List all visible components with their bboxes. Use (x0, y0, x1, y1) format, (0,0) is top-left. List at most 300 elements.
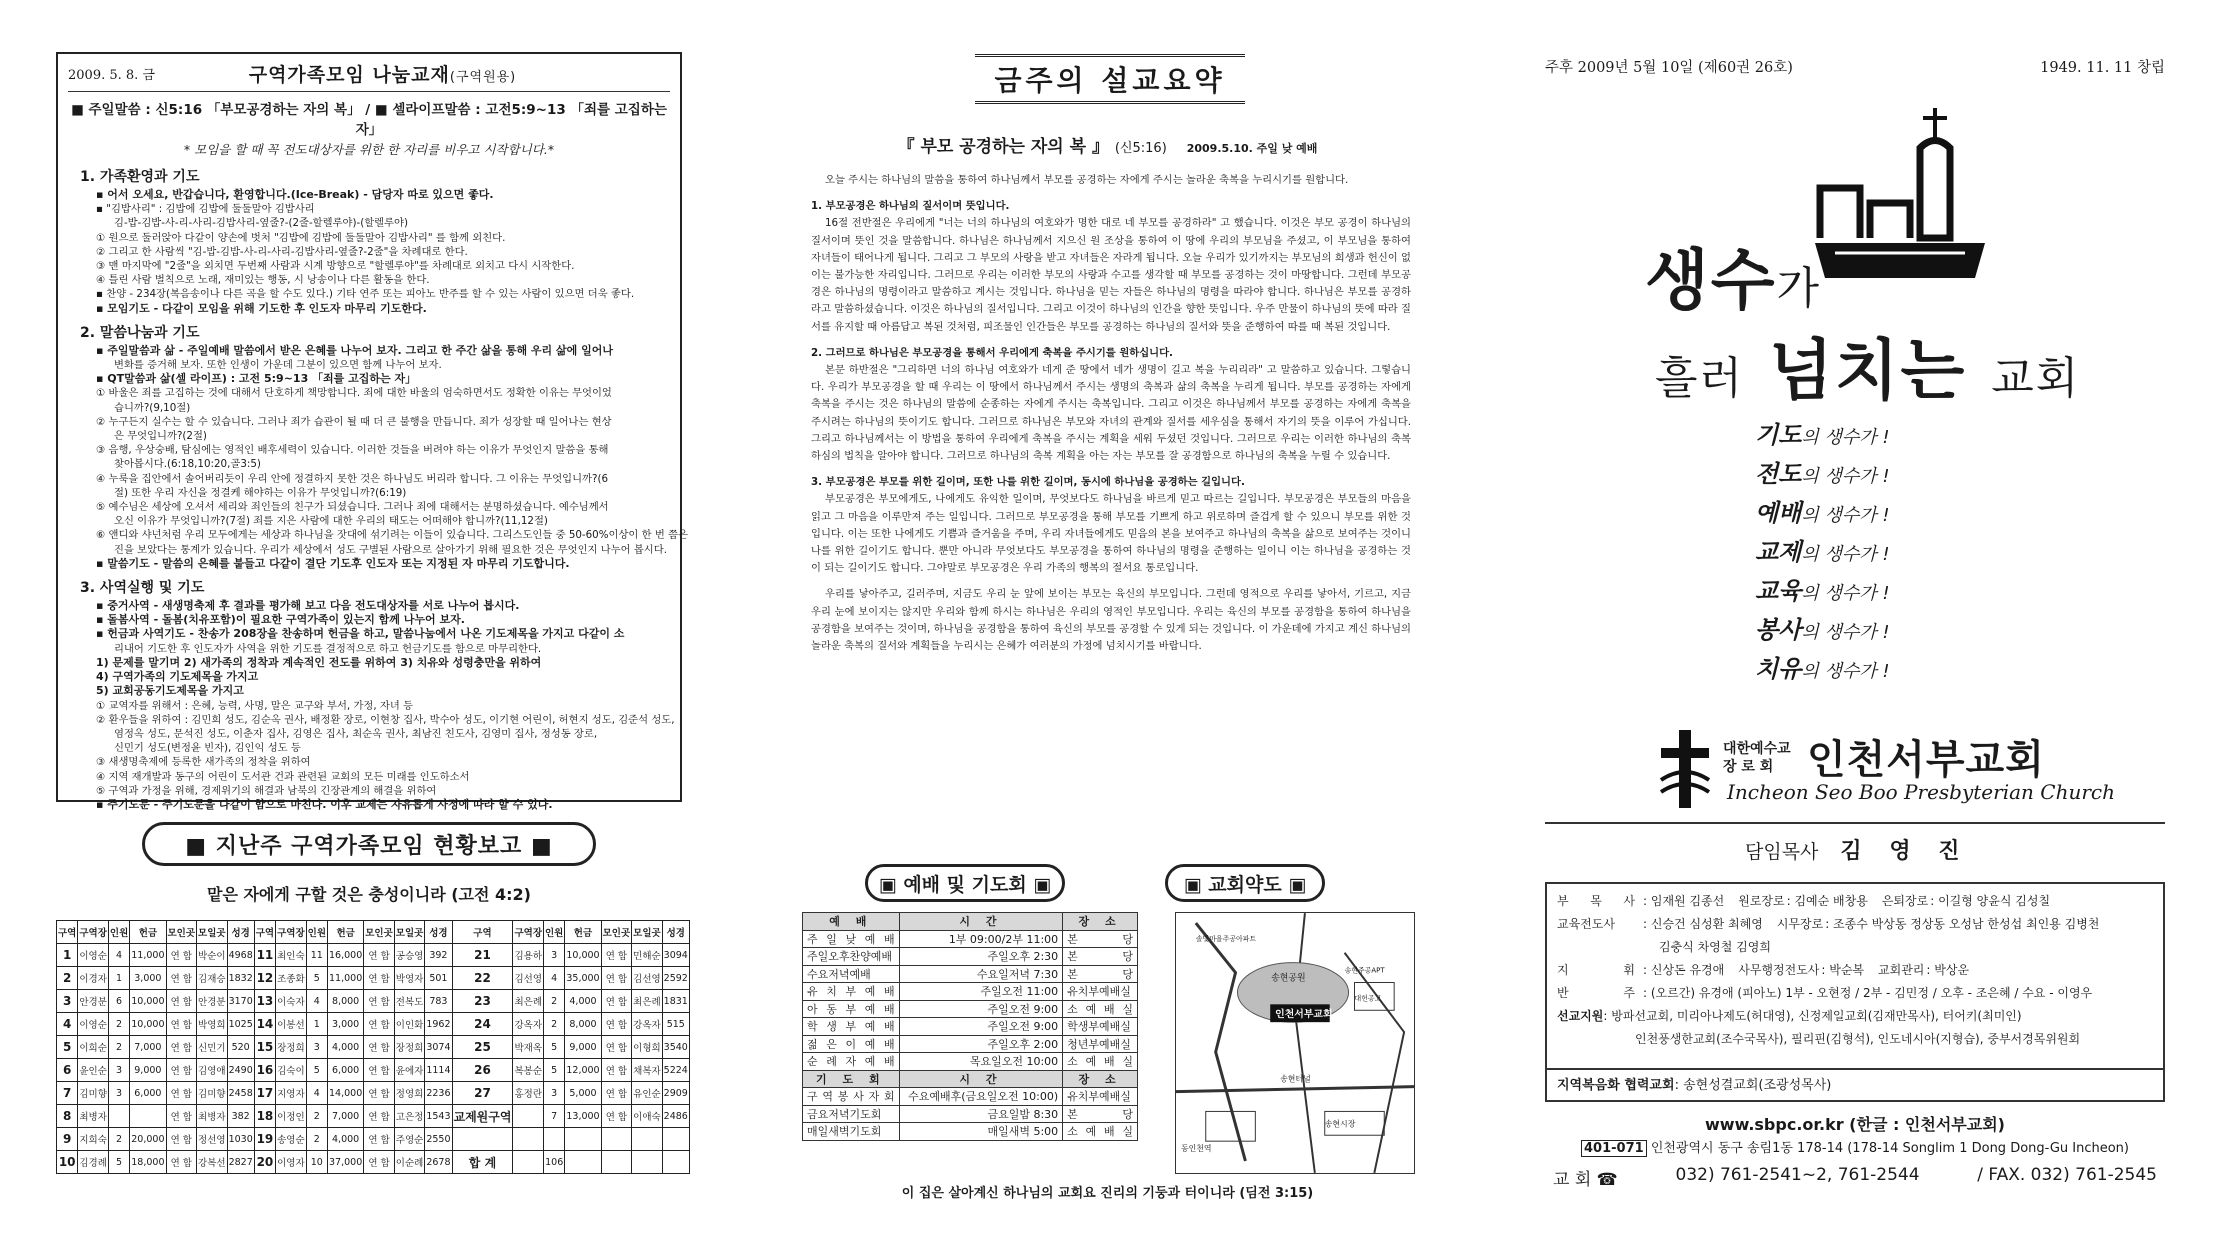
report-cell: 7,000 (130, 1036, 166, 1059)
slogan1-small: 가 (1776, 263, 1822, 314)
study-guide-box (56, 52, 688, 811)
worship-cell: 학 생 부 예 배 (803, 1018, 900, 1036)
report-cell: 24 (452, 1013, 513, 1036)
report-cell: 민해순 (632, 944, 663, 967)
report-cell: 김용하 (513, 944, 544, 967)
senior-pastor (1745, 834, 1970, 865)
worship-cell: 유치부예배실 (1063, 983, 1138, 1001)
study-line: ▪ 중거사역 - 새생명축제 후 결과를 평가해 보고 다음 전도대상자를 서로 나누어 봅시다. (96, 599, 520, 613)
report-cell: 윤인순 (78, 1059, 109, 1082)
report-cell (513, 1128, 544, 1151)
footer-verse: 이 집은 살아계신 하나님의 교회요 진리의 기둥과 터이니라 (딤전 3:15) (901, 1186, 1314, 1201)
report-cell: 8,000 (328, 990, 364, 1013)
report-cell: 520 (227, 1036, 254, 1059)
report-cell: 최병자 (78, 1105, 109, 1128)
report-cell: 장정희 (394, 1036, 425, 1059)
staff-names: : 조종수 박상동 정상동 오성남 한성섭 최인용 김병천 (1825, 917, 2100, 931)
report-cell: 2592 (662, 967, 689, 990)
report-cell: 송영순 (276, 1128, 307, 1151)
table-row (57, 967, 690, 990)
staff-role: 교육전도사 (1557, 917, 1615, 931)
worship-cell: 아 동 부 예 배 (803, 1000, 900, 1018)
table-row (57, 1151, 690, 1174)
table-row (57, 1013, 690, 1036)
report-cell: 8,000 (565, 1013, 601, 1036)
report-cell: 16 (254, 1059, 275, 1082)
table-row (803, 1053, 1138, 1071)
report-cell (565, 1128, 601, 1151)
staff-box (1545, 882, 2165, 1070)
report-cell: 11,000 (328, 967, 364, 990)
report-cell: 783 (425, 990, 452, 1013)
report-cell: 유인순 (632, 1082, 663, 1105)
slogan-item-key: 교제 (1755, 538, 1802, 566)
worship-cell: 학생부예배실 (1063, 1018, 1138, 1036)
report-cell: 연 합 (364, 990, 395, 1013)
staff-names: : 박상운 (1926, 963, 1970, 977)
worship-header-cell: 시 간 (899, 1070, 1063, 1088)
mission-label: 선교지원 (1557, 1009, 1604, 1023)
report-cell: 3 (57, 990, 78, 1013)
report-cell: 합 계 (452, 1151, 513, 1174)
report-cell: 연 합 (166, 1151, 197, 1174)
report-header-cell: 모일곳 (632, 921, 663, 944)
report-cell: 1 (306, 1013, 327, 1036)
report-cell: 연 합 (166, 990, 197, 1013)
report-cell: 연 합 (364, 967, 395, 990)
report-cell: 515 (662, 1013, 689, 1036)
worship-cell: 금요저녁기도회 (803, 1105, 900, 1123)
table-row (803, 1018, 1138, 1036)
table-row (57, 944, 690, 967)
worship-header-cell: 장 소 (1063, 913, 1138, 931)
sermon-paragraph: 부모공경은 부모에게도, 나에게도 유익한 일이며, 무엇보다도 하나님을 바르게 믿고 따르는 길입니다. 부모공경은 부모들의 마음을 읽고 그 마음을 이루만져 주는 일입니다. 그러므로 부모공경을 통해 부모를 기쁘게 하고 위로하며 즐겁게 할 수 있으니 부모를 위한 것입니다. 이는 또한 나에게도 기쁨과 즐거움을 주며, 우리 자녀들에게도 믿음의 본을 보여주고 하나님의 축복을 삶으로 보여주는 것이니 나를 위한 길이기도 합니다. 뿐만 아니라 무엇보다도 부모공경을 통하여 하나님의 명령을 준행하는 일이니 이는 하나님을 공경하는 것이 되는 길이기도 합니다. 그야말로 부모공경은 우리 가족의 행복의 절서요 통로입니다. (811, 493, 1411, 575)
staff-row (1557, 936, 2153, 959)
report-header-cell: 구역장 (513, 921, 544, 944)
worship-cell: 주일오후 2:30 (899, 948, 1063, 966)
report-cell: 연 합 (364, 1151, 395, 1174)
report-cell: 이영자 (276, 1151, 307, 1174)
denomination-line2: 장 로 회 (1723, 759, 1774, 775)
report-header-cell: 구역장 (78, 921, 109, 944)
slogan-line-1 (1645, 227, 1821, 322)
table-row (57, 1128, 690, 1151)
study-line: 리내어 기도한 후 인도자가 사역을 위한 기도를 결정적으로 하고 헌금기도를 함으로 마무리한다. (114, 642, 542, 655)
slogan-item (1755, 456, 1890, 495)
report-cell (662, 1151, 689, 1174)
report-cell (601, 1151, 632, 1174)
report-cell: 2236 (425, 1082, 452, 1105)
report-cell: 10,000 (565, 944, 601, 967)
report-cell: 6 (57, 1059, 78, 1082)
report-cell: 연 합 (166, 1105, 197, 1128)
report-cell: 20,000 (130, 1128, 166, 1151)
sermon-banner: 금주의 설교요약 (975, 54, 1245, 104)
report-cell: 이순례 (394, 1151, 425, 1174)
worship-cell: 소 예 배 실 (1063, 1053, 1138, 1071)
worship-cell: 주일오전 11:00 (899, 983, 1063, 1001)
report-cell: 박영자 (394, 967, 425, 990)
report-header-cell: 구역 (57, 921, 78, 944)
report-cell: 22 (452, 967, 513, 990)
worship-cell: 순 례 자 예 배 (803, 1053, 900, 1071)
report-cell: 10 (57, 1151, 78, 1174)
study-line: ⑤ 예수님은 세상에 오셔서 세리와 죄인들의 친구가 되셨습니다. 그러나 죄에 대해서는 분명하셨습니다. 예수님께서 (96, 501, 609, 514)
staff-role: 지 휘 (1557, 963, 1635, 977)
report-cell: 안경분 (197, 990, 228, 1013)
report-cell: 37,000 (328, 1151, 364, 1174)
worship-cell: 수요일저녁 7:30 (899, 965, 1063, 983)
study-section-heading: 2. 말씀나눔과 기도 (80, 324, 200, 341)
report-cell: 10,000 (130, 990, 166, 1013)
table-row (57, 1082, 690, 1105)
study-line: ▪ 찬양 - 234장(복음송이나 다른 곡을 할 수도 있다.) 기타 연주 또는 피아노 반주를 할 수 있는 사람이 있으면 더욱 좋다. (96, 288, 635, 301)
report-cell: 5,000 (565, 1082, 601, 1105)
study-sections (68, 166, 688, 812)
worship-cell: 본 당 (1063, 965, 1138, 983)
table-row (57, 1036, 690, 1059)
report-cell: 연 합 (601, 1013, 632, 1036)
map-market-label: 송현시장 (1324, 1119, 1356, 1129)
staff-row (1557, 982, 2153, 1005)
report-cell: 강옥자 (513, 1013, 544, 1036)
report-cell (513, 1151, 544, 1174)
report-header-row (57, 921, 690, 944)
report-cell: 연 합 (364, 1036, 395, 1059)
slogan2-a: 흘러 (1655, 353, 1745, 404)
report-cell: 이희순 (78, 1036, 109, 1059)
report-cell: 2458 (227, 1082, 254, 1105)
report-cell: 연 합 (166, 967, 197, 990)
report-cell: 3074 (425, 1036, 452, 1059)
report-cell: 최은례 (513, 990, 544, 1013)
staff-role: 사무행정전도사 (1738, 963, 1820, 977)
report-cell: 6,000 (130, 1082, 166, 1105)
report-cell: 연 합 (166, 1128, 197, 1151)
report-cell: 4968 (227, 944, 254, 967)
report-cell: 2 (57, 967, 78, 990)
report-header-cell: 모인곳 (364, 921, 395, 944)
worship-cell: 본 당 (1063, 930, 1138, 948)
study-guide-header (68, 60, 670, 92)
report-cell: 35,000 (565, 967, 601, 990)
study-line: 진을 보았다는 통계가 있습니다. 우리가 세상에서 성도 구별된 사람으로 살아가기 위해 필요한 것은 무엇인지 나누어 봅시다. (114, 543, 667, 556)
church-name: 인천서부교회 (1807, 737, 2045, 783)
staff-role: 부 목 사 (1557, 894, 1635, 908)
report-cell: 5 (306, 967, 327, 990)
report-cell: 2827 (227, 1151, 254, 1174)
staff-names: : 임재원 김종선 (1643, 894, 1725, 908)
report-header-cell: 모일곳 (197, 921, 228, 944)
slogan2-big: 넘치는 (1769, 332, 1967, 409)
denomination (1723, 740, 1791, 776)
report-cell: 4 (306, 1082, 327, 1105)
denomination-line1: 대한예수교 (1723, 741, 1791, 757)
study-guide-title-text: 구역가족모임 나눔교재 (248, 64, 450, 86)
report-cell: 김영애 (197, 1059, 228, 1082)
worship-header-cell: 장 소 (1063, 1070, 1138, 1088)
church-map (1175, 912, 1415, 1174)
report-cell: 25 (452, 1036, 513, 1059)
report-cell: 1114 (425, 1059, 452, 1082)
report-cell: 연 합 (601, 1059, 632, 1082)
worship-cell: 주일오후찬양예배 (803, 948, 900, 966)
study-line: ▪ "김밥사리" : 김밥에 김밥에 둘둘말아 김밥사리 (96, 203, 315, 216)
report-cell: 2 (108, 1013, 129, 1036)
report-cell: 6 (108, 990, 129, 1013)
report-header-cell: 인원 (108, 921, 129, 944)
table-row (57, 1105, 690, 1128)
report-cell: 4,000 (328, 1036, 364, 1059)
report-cell: 23 (452, 990, 513, 1013)
report-cell: 19 (254, 1128, 275, 1151)
report-cell: 3 (108, 1082, 129, 1105)
mission-row (1557, 1005, 2153, 1028)
report-cell: 7 (544, 1105, 565, 1128)
report-cell: 11,000 (130, 944, 166, 967)
slogan1-big: 생수 (1645, 242, 1777, 319)
report-cell: 정선영 (197, 1128, 228, 1151)
report-cell: 4,000 (328, 1128, 364, 1151)
study-line: ⑤ 구역과 가정을 위해, 경제위기의 해결과 남북의 긴장관계의 해결을 위하여 (96, 784, 437, 797)
report-cell: 15 (254, 1036, 275, 1059)
staff-role: 시무장로 (1776, 917, 1824, 931)
report-cell: 5 (544, 1036, 565, 1059)
report-cell: 12,000 (565, 1059, 601, 1082)
report-cell: 3 (544, 1082, 565, 1105)
table-row (803, 1000, 1138, 1018)
table-row (803, 930, 1138, 948)
worship-cell: 주일오후 2:00 (899, 1035, 1063, 1053)
study-line: 신민기 성도(변정윤 빈자), 김인익 성도 등 (114, 742, 301, 755)
study-line: ④ 지역 재개발과 동구의 어린이 도서관 건과 관련된 교회의 모든 미래를 인도하소서 (96, 770, 470, 783)
report-cell: 조종화 (276, 967, 307, 990)
staff-names: : 신상돈 유경애 (1643, 963, 1725, 977)
report-cell: 장정희 (276, 1036, 307, 1059)
report-cell: 홍정란 (513, 1082, 544, 1105)
report-header-cell: 모인곳 (601, 921, 632, 944)
report-cell: 3540 (662, 1036, 689, 1059)
report-cell: 이경자 (78, 967, 109, 990)
staff-role: 교회관리 (1878, 963, 1925, 977)
sermon-point-heading: 2. 그러므로 하나님은 부모공경을 통해서 우리에게 축복을 주시기를 원하십니다. (811, 346, 1173, 359)
study-section-heading: 3. 사역실행 및 기도 (80, 580, 205, 597)
report-cell: 382 (227, 1105, 254, 1128)
study-line: ▪ 말씀기도 - 말씀의 은혜를 붙들고 다같이 결단 기도후 인도자 또는 지정된 자 마무리 기도합니다. (96, 556, 570, 570)
report-cell: 최병자 (197, 1105, 228, 1128)
report-cell: 최은례 (632, 990, 663, 1013)
slogan-item-rest: 의 생수가 ! (1801, 622, 1890, 643)
slogan-item (1755, 417, 1890, 456)
report-cell: 2 (108, 1128, 129, 1151)
report-cell: 윤에자 (394, 1059, 425, 1082)
staff-role: 은퇴장로 (1881, 894, 1929, 908)
report-cell (565, 1151, 601, 1174)
study-line: ① 원으로 둘러앉아 다같이 양손에 벗처 "김밥에 김밥에 둘둘말아 김밥사리" 를 함께 외친다. (96, 231, 506, 244)
staff-names: : (오르간) 유경애 (피아노) 1부 - 오현정 / 2부 - 김민정 / 오후 - 조은혜 / 수요 - 이영우 (1643, 986, 2093, 1000)
report-cell: 3170 (227, 990, 254, 1013)
slogan-list (1755, 417, 1890, 690)
zip-code: 401-071 (1581, 1140, 1647, 1157)
report-cell: 1831 (662, 990, 689, 1013)
report-cell: 392 (425, 944, 452, 967)
study-line: 오신 이유가 무엇입니까?(7절) 죄를 지은 사람에 대한 우리의 태도는 어떠해야 합니까?(11,12절) (114, 515, 548, 528)
staff-names: : 이길형 양윤식 김성칠 (1930, 894, 2051, 908)
report-header-cell: 모일곳 (394, 921, 425, 944)
table-row (803, 1088, 1138, 1106)
report-cell: 6,000 (328, 1059, 364, 1082)
worship-cell: 주 일 낮 예 배 (803, 930, 900, 948)
contact (1545, 1165, 2165, 1190)
report-cell (108, 1105, 129, 1128)
report-cell: 9,000 (130, 1059, 166, 1082)
study-line: 4) 구역가족의 기도제목을 가지고 (96, 670, 259, 684)
mission-text: : 방파선교회, 미리아나제도(허대영), 신정제일교회(김재만목사), 터어키(최미인) (1603, 1009, 2022, 1023)
worship-cell: 1부 09:00/2부 11:00 (899, 930, 1063, 948)
worship-cell: 본 당 (1063, 1105, 1138, 1123)
report-cell: 1025 (227, 1013, 254, 1036)
study-line: 김-밥-김밥-사-리-사리-김밥사리-옆줄?-(2줄-할렐루야)-(할렐루야) (114, 217, 409, 230)
report-header-cell: 인원 (544, 921, 565, 944)
report-cell: 김경례 (78, 1151, 109, 1174)
report-cell: 정영희 (394, 1082, 425, 1105)
report-cell: 1 (108, 967, 129, 990)
report-cell: 3 (306, 1036, 327, 1059)
report-cell: 안경분 (78, 990, 109, 1013)
sermon-point-heading: 3. 부모공경은 부모를 위한 길이며, 또한 나를 위한 길이며, 동시에 하나님을 공경하는 길입니다. (811, 476, 1245, 489)
staff-row (1557, 959, 2153, 982)
staff-names: : 박순복 (1821, 963, 1865, 977)
slogan-item (1755, 573, 1890, 612)
report-cell: 연 합 (166, 944, 197, 967)
slogan-item-rest: 의 생수가 ! (1801, 466, 1890, 487)
report-cell: 김미향 (197, 1082, 228, 1105)
report-header-cell: 성경 (227, 921, 254, 944)
staff-role (1557, 936, 1635, 959)
report-cell: 강복선 (197, 1151, 228, 1174)
sermon-paragraph: 본문 하반절은 "그리하면 너의 하나님 여호와가 네게 준 땅에서 네가 생명이 길고 복을 누리리라" 고 말씀하고 있습니다. 그렇습니다. 우리가 부모공경을 할 때 우리는 이 땅에서 하나님께서 주시는 생명의 축복과 삶의 축복을 누리게 됩니다. 부모를 공경하는 자에게 축복을 주시는 것은 하나님의 말씀에 순종하는 자에게 주시는 축복입니다. 그리고 이것은 하나님께서 부모를 공경하는 자에게 축복을 주시려는 하나님의 뜻이기도 합니다. 그러므로 하나님은 부모와 자녀의 관계와 질서를 세우심을 통해서 자기의 뜻을 이루어 가십니다. 그리고 하나님께서는 이 방법을 통하여 우리에게 축복을 주시는 계획을 세워 두셨던 것입니다. 그러므로 우리는 이러한 하나님의 축복하심의 법칙을 알아야 합니다. 그러므로 하나님의 축복 계획을 아는 자는 부모를 잘 공경함으로 하나님의 축복을 누릴 수 있습니다. (811, 364, 1411, 463)
issue-date: 주후 2009년 5월 10일 (제60권 26호) (1545, 60, 1793, 76)
worship-header-cell: 예 배 (803, 913, 900, 931)
table-row (803, 1035, 1138, 1053)
report-cell: 2550 (425, 1128, 452, 1151)
report-cell: 연 합 (166, 1059, 197, 1082)
study-guide-title-sub: (구역원용) (449, 70, 517, 85)
report-cell: 김선영 (632, 967, 663, 990)
worship-cell: 소 예 배 실 (1063, 1123, 1138, 1141)
study-line: 변화를 증거해 보자. 또한 인생이 가운데 그분이 있으면 함께 나누어 보자. (114, 359, 442, 372)
staff-row (1557, 890, 2153, 913)
report-cell (452, 1128, 513, 1151)
report-cell: 5 (57, 1036, 78, 1059)
worship-cell: 유치부예배실 (1063, 1088, 1138, 1106)
sermon-paragraph: 우리를 낳아주고, 길러주며, 지금도 우리 눈 앞에 보이는 부모는 육신의 부모입니다. 그런데 영적으로 우리를 낳아서, 기르고, 지금 우리 눈에 보이지는 않지만 우리와 함께 하시는 하나님은 우리의 영적인 부모입니다. 우리는 육신의 부모를 공경함을 통하여 하나님을 공경함을 보여주는 것이며, 하나님을 공경함을 통하여 육신의 부모를 공경할 수 있게 되는 것입니다. 이 가운데에 가지고 계신 하나님의 놀라운 축복의 질서와 계획들을 누리시는 은혜가 여러분의 가정에 넘치시기를 바랍니다. (811, 588, 1411, 653)
report-cell: 2490 (227, 1059, 254, 1082)
report-header-cell: 구역 (254, 921, 275, 944)
worship-cell: 구 역 봉 사 자 회 (803, 1088, 900, 1106)
worship-cell: 수요예배후(금요일오전 10:00) (899, 1088, 1063, 1106)
study-line: ③ 맨 마지막에 "2줄"을 외치면 두번째 사람과 시계 방향으로 "할렐루야"를 차례대로 외치고 다시 시작한다. (96, 260, 575, 273)
study-line: ⑥ 앤디와 샤넌처럼 우리 모두에게는 세상과 하나님을 잣대에 섞기려는 이들이 있습니다. 그리스도인들 중 50-60%이상이 한 번 쯤은 (96, 529, 688, 542)
worship-header-cell: 기 도 회 (803, 1070, 900, 1088)
report-cell (513, 1105, 544, 1128)
report-cell: 연 합 (601, 967, 632, 990)
report-cell: 2909 (662, 1082, 689, 1105)
report-cell: 공승영 (394, 944, 425, 967)
report-cell: 1962 (425, 1013, 452, 1036)
slogan-item (1755, 534, 1890, 573)
report-cell: 1 (57, 944, 78, 967)
mission-row-2 (1557, 1028, 2153, 1051)
report-cell: 5 (108, 1151, 129, 1174)
study-section-heading: 1. 가족환영과 기도 (80, 169, 200, 185)
report-cell: 9,000 (565, 1036, 601, 1059)
region-label: 지역복음화 협력교회 (1557, 1078, 1675, 1093)
report-cell: 4 (57, 1013, 78, 1036)
pastor-label: 담임목사 (1745, 841, 1819, 863)
study-line: ① 바울은 죄를 고집하는 것에 대해서 단호하게 책망합니다. 죄에 대한 바울의 엄숙하면서도 정확한 이유는 무엇이었 (96, 387, 612, 400)
report-header-cell: 헌금 (328, 921, 364, 944)
study-line: ▪ 헌금과 사역기도 - 찬송가 208장을 찬송하며 헌금을 하고, 말씀나눔에서 나온 기도제목을 가지고 다같이 소 (96, 627, 625, 641)
table-row (803, 965, 1138, 983)
report-cell (130, 1105, 166, 1128)
staff-names: 김충식 차영철 김영희 (1659, 940, 1771, 954)
right-panel (1545, 52, 2165, 1232)
study-line: ▪ QT말씀과 삶(셀 라이프) : 고전 5:9~13 「죄를 고집하는 자」 (96, 372, 417, 386)
report-cell: 연 합 (601, 944, 632, 967)
report-cell: 이인화 (394, 1013, 425, 1036)
report-cell: 4,000 (565, 990, 601, 1013)
slogan-item (1755, 612, 1890, 651)
report-cell: 3,000 (130, 967, 166, 990)
report-cell: 이정인 (276, 1105, 307, 1128)
report-cell: 김선영 (513, 967, 544, 990)
table-row (803, 983, 1138, 1001)
report-cell: 최인숙 (276, 944, 307, 967)
report-cell: 3,000 (328, 1013, 364, 1036)
worship-table (802, 912, 1138, 1141)
report-cell: 3 (108, 1059, 129, 1082)
pastor-name: 김 영 진 (1840, 839, 1970, 864)
report-cell: 13,000 (565, 1105, 601, 1128)
slogan-item-key: 예배 (1755, 499, 1802, 527)
study-line: ▪ 어서 오세요, 반갑습니다, 환영합니다.(Ice-Break) - 담당자 따로 있으면 좋다. (96, 188, 494, 201)
tel-number: 032) 761-2541~2, 761-2544 (1675, 1165, 1920, 1185)
report-cell: 연 합 (364, 944, 395, 967)
report-cell: 9 (57, 1128, 78, 1151)
address (1545, 1137, 2165, 1156)
slogan-item-rest: 의 생수가 ! (1801, 544, 1890, 565)
study-line: ④ 틀린 사람 벌칙으로 노래, 재미있는 행동, 시 낭송이나 다른 활동을 한다. (96, 274, 430, 287)
report-cell (601, 1128, 632, 1151)
study-guide-date: 2009. 5. 8. 금 (68, 68, 155, 83)
worship-cell: 유 치 부 예 배 (803, 983, 900, 1001)
report-cell: 21 (452, 944, 513, 967)
report-cell: 5224 (662, 1059, 689, 1082)
staff-names: : 김예순 배창용 (1786, 894, 1868, 908)
map-school-label: 대헌공고 (1354, 994, 1382, 1003)
sermon-paragraph: 16절 전반절은 우리에게 "너는 너의 하나님의 여호와가 명한 대로 네 부모를 공경하라" 고 했습니다. 이것은 부모 공경이 하나님의 질서이며 뜻인 것을 말씀합니다. 하나님은 하나님께서 지으신 원 조상을 통하여 이 땅에 우리의 부모님을 주셨고, 이 부모님을 통하여 자녀들이 태어나게 됩니다. 그리고 그 부모의 사랑을 받고 자녀들은 자라게 됩니다. 오늘 우리가 있기까지는 부모님의 희생과 헌신이 없이는 불가능한 자리입니다. 그러므로 우리는 이러한 부모의 사랑과 수고를 생각할 때 부모를 공경하는 것이 마땅합니다. 그런데 부모공경은 하나님의 명령이라고 말씀하고 계시는 것입니다. 하나님을 믿는 자들은 하나님의 명령을 따라야 합니다. 하나님은 부모를 공경하라고 말씀하셨습니다. 이것은 하나님의 질서입니다. 그리고 이것이 하나님의 인간을 향한 뜻입니다. 우주 만물이 하나님의 뜻에 따라 질서를 유지할 때 아름답고 복된 것처럼, 피조물인 인간들은 부모를 공경하는 하나님의 질서와 뜻을 준행하여 따를 때 복된 것입니다. (811, 217, 1411, 333)
report-header-cell: 헌금 (565, 921, 601, 944)
report-cell: 교제원구역 (452, 1105, 513, 1128)
middle-panel (785, 52, 1430, 1232)
slogan-item-rest: 의 생수가 ! (1801, 661, 1890, 682)
report-cell: 4 (544, 967, 565, 990)
report-table (56, 920, 690, 1174)
worship-cell: 젊 은 이 예 배 (803, 1035, 900, 1053)
report-cell: 채복자 (632, 1059, 663, 1082)
report-cell: 연 합 (166, 1013, 197, 1036)
